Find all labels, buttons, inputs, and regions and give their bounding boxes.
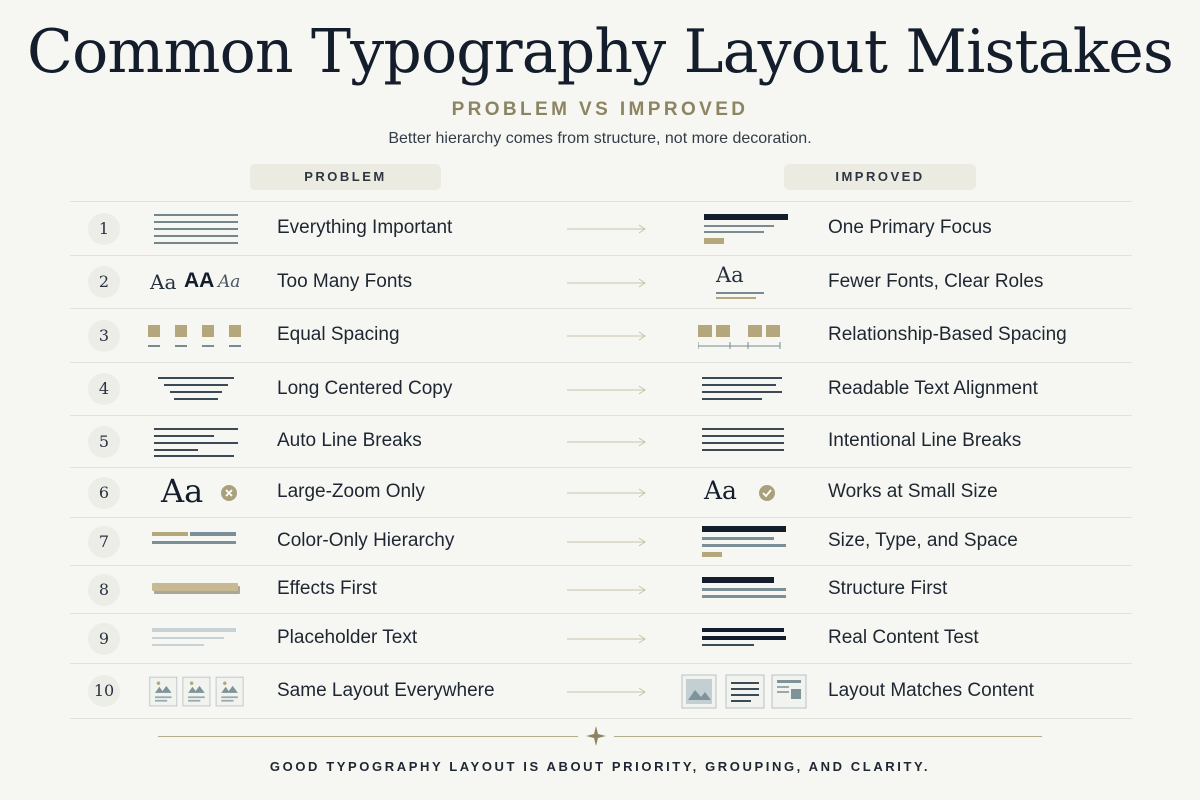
shadow-bar-icon (148, 580, 244, 600)
row-number: 4 (88, 373, 120, 405)
large-sample: Aa (161, 472, 204, 510)
problem-label: Effects First (277, 578, 377, 599)
improved-label: Works at Small Size (828, 481, 998, 502)
repeated-image-cards-icon (148, 673, 244, 711)
table-row (70, 362, 1132, 415)
x-circle-icon (220, 484, 238, 502)
arrow-right-icon (567, 634, 647, 644)
left-aligned-lines-icon (698, 373, 794, 407)
row-number: 3 (88, 320, 120, 352)
row-number: 6 (88, 477, 120, 509)
bold-sample: AA (184, 269, 215, 292)
row-number: 5 (88, 426, 120, 458)
table-row (70, 663, 1132, 719)
improved-label: Real Content Test (828, 627, 979, 648)
problem-label: Auto Line Breaks (277, 430, 422, 451)
script-sample: Aa (218, 272, 241, 292)
improved-label: Readable Text Alignment (828, 378, 1038, 399)
problem-label: Same Layout Everywhere (277, 680, 495, 701)
table-row (70, 467, 1132, 517)
table-row (70, 517, 1132, 565)
centered-lines-icon (148, 373, 244, 407)
improved-label: Structure First (828, 578, 948, 599)
arrow-right-icon (567, 224, 647, 234)
table-row (70, 308, 1132, 362)
check-circle-icon (758, 484, 776, 502)
arrow-right-icon (567, 687, 647, 697)
headline-lines-icon (698, 212, 794, 246)
table-row (70, 565, 1132, 613)
arrow-right-icon (567, 537, 647, 547)
table-row (70, 613, 1132, 663)
even-lines-icon (698, 425, 794, 459)
small-aa-check-icon (698, 475, 794, 511)
improved-label: Relationship-Based Spacing (828, 324, 1067, 345)
structured-bars-icon (698, 576, 794, 606)
arrow-right-icon (567, 488, 647, 498)
arrow-right-icon (567, 585, 647, 595)
arrow-right-icon (567, 278, 647, 288)
improved-label: Size, Type, and Space (828, 530, 1018, 551)
problem-label: Everything Important (277, 217, 453, 238)
sparkle-icon (584, 724, 608, 748)
serif-sample: Aa (716, 263, 744, 287)
page-tagline: Better hierarchy comes from structure, not more decoration. (388, 130, 812, 147)
table-row (70, 415, 1132, 467)
table-row (70, 201, 1132, 255)
serif-sample: Aa (150, 270, 177, 294)
row-number: 2 (88, 266, 120, 298)
varied-cards-icon (680, 673, 810, 711)
large-aa-x-icon (148, 472, 244, 514)
equal-squares-icon (148, 321, 244, 351)
problem-label: Too Many Fonts (277, 271, 413, 292)
faded-lines-icon (148, 626, 244, 652)
footer-text: GOOD TYPOGRAPHY LAYOUT IS ABOUT PRIORITY, GROUPING, AND CLARITY. (269, 759, 931, 774)
problem-label: Equal Spacing (277, 324, 400, 345)
single-font-icon (698, 263, 794, 303)
column-header-improved: IMPROVED (784, 164, 976, 190)
arrow-right-icon (567, 385, 647, 395)
grouped-squares-icon (698, 321, 794, 351)
sized-bars-icon (698, 525, 794, 559)
ragged-lines-icon (148, 425, 244, 459)
bold-lines-icon (698, 626, 794, 652)
column-header-problem: PROBLEM (250, 164, 441, 190)
table-row (70, 255, 1132, 308)
page-title: Common Typography Layout Mistakes (26, 17, 1173, 87)
mixed-fonts-icon (148, 268, 244, 298)
color-bars-icon (148, 530, 244, 554)
problem-label: Long Centered Copy (277, 378, 453, 399)
improved-label: Fewer Fonts, Clear Roles (828, 271, 1044, 292)
small-sample: Aa (704, 476, 737, 505)
problem-label: Color-Only Hierarchy (277, 530, 455, 551)
page-subtitle: PROBLEM VS IMPROVED (451, 99, 749, 120)
footer-divider-left (158, 736, 578, 737)
improved-label: Intentional Line Breaks (828, 430, 1022, 451)
row-number: 1 (88, 213, 120, 245)
row-number: 10 (88, 675, 120, 707)
improved-label: One Primary Focus (828, 217, 992, 238)
arrow-right-icon (567, 331, 647, 341)
improved-label: Layout Matches Content (828, 680, 1034, 701)
row-number: 9 (88, 623, 120, 655)
row-number: 8 (88, 574, 120, 606)
stacked-lines-icon (148, 212, 244, 246)
row-number: 7 (88, 526, 120, 558)
problem-label: Placeholder Text (277, 627, 418, 648)
problem-label: Large-Zoom Only (277, 481, 425, 502)
arrow-right-icon (567, 437, 647, 447)
footer-divider-right (614, 736, 1042, 737)
